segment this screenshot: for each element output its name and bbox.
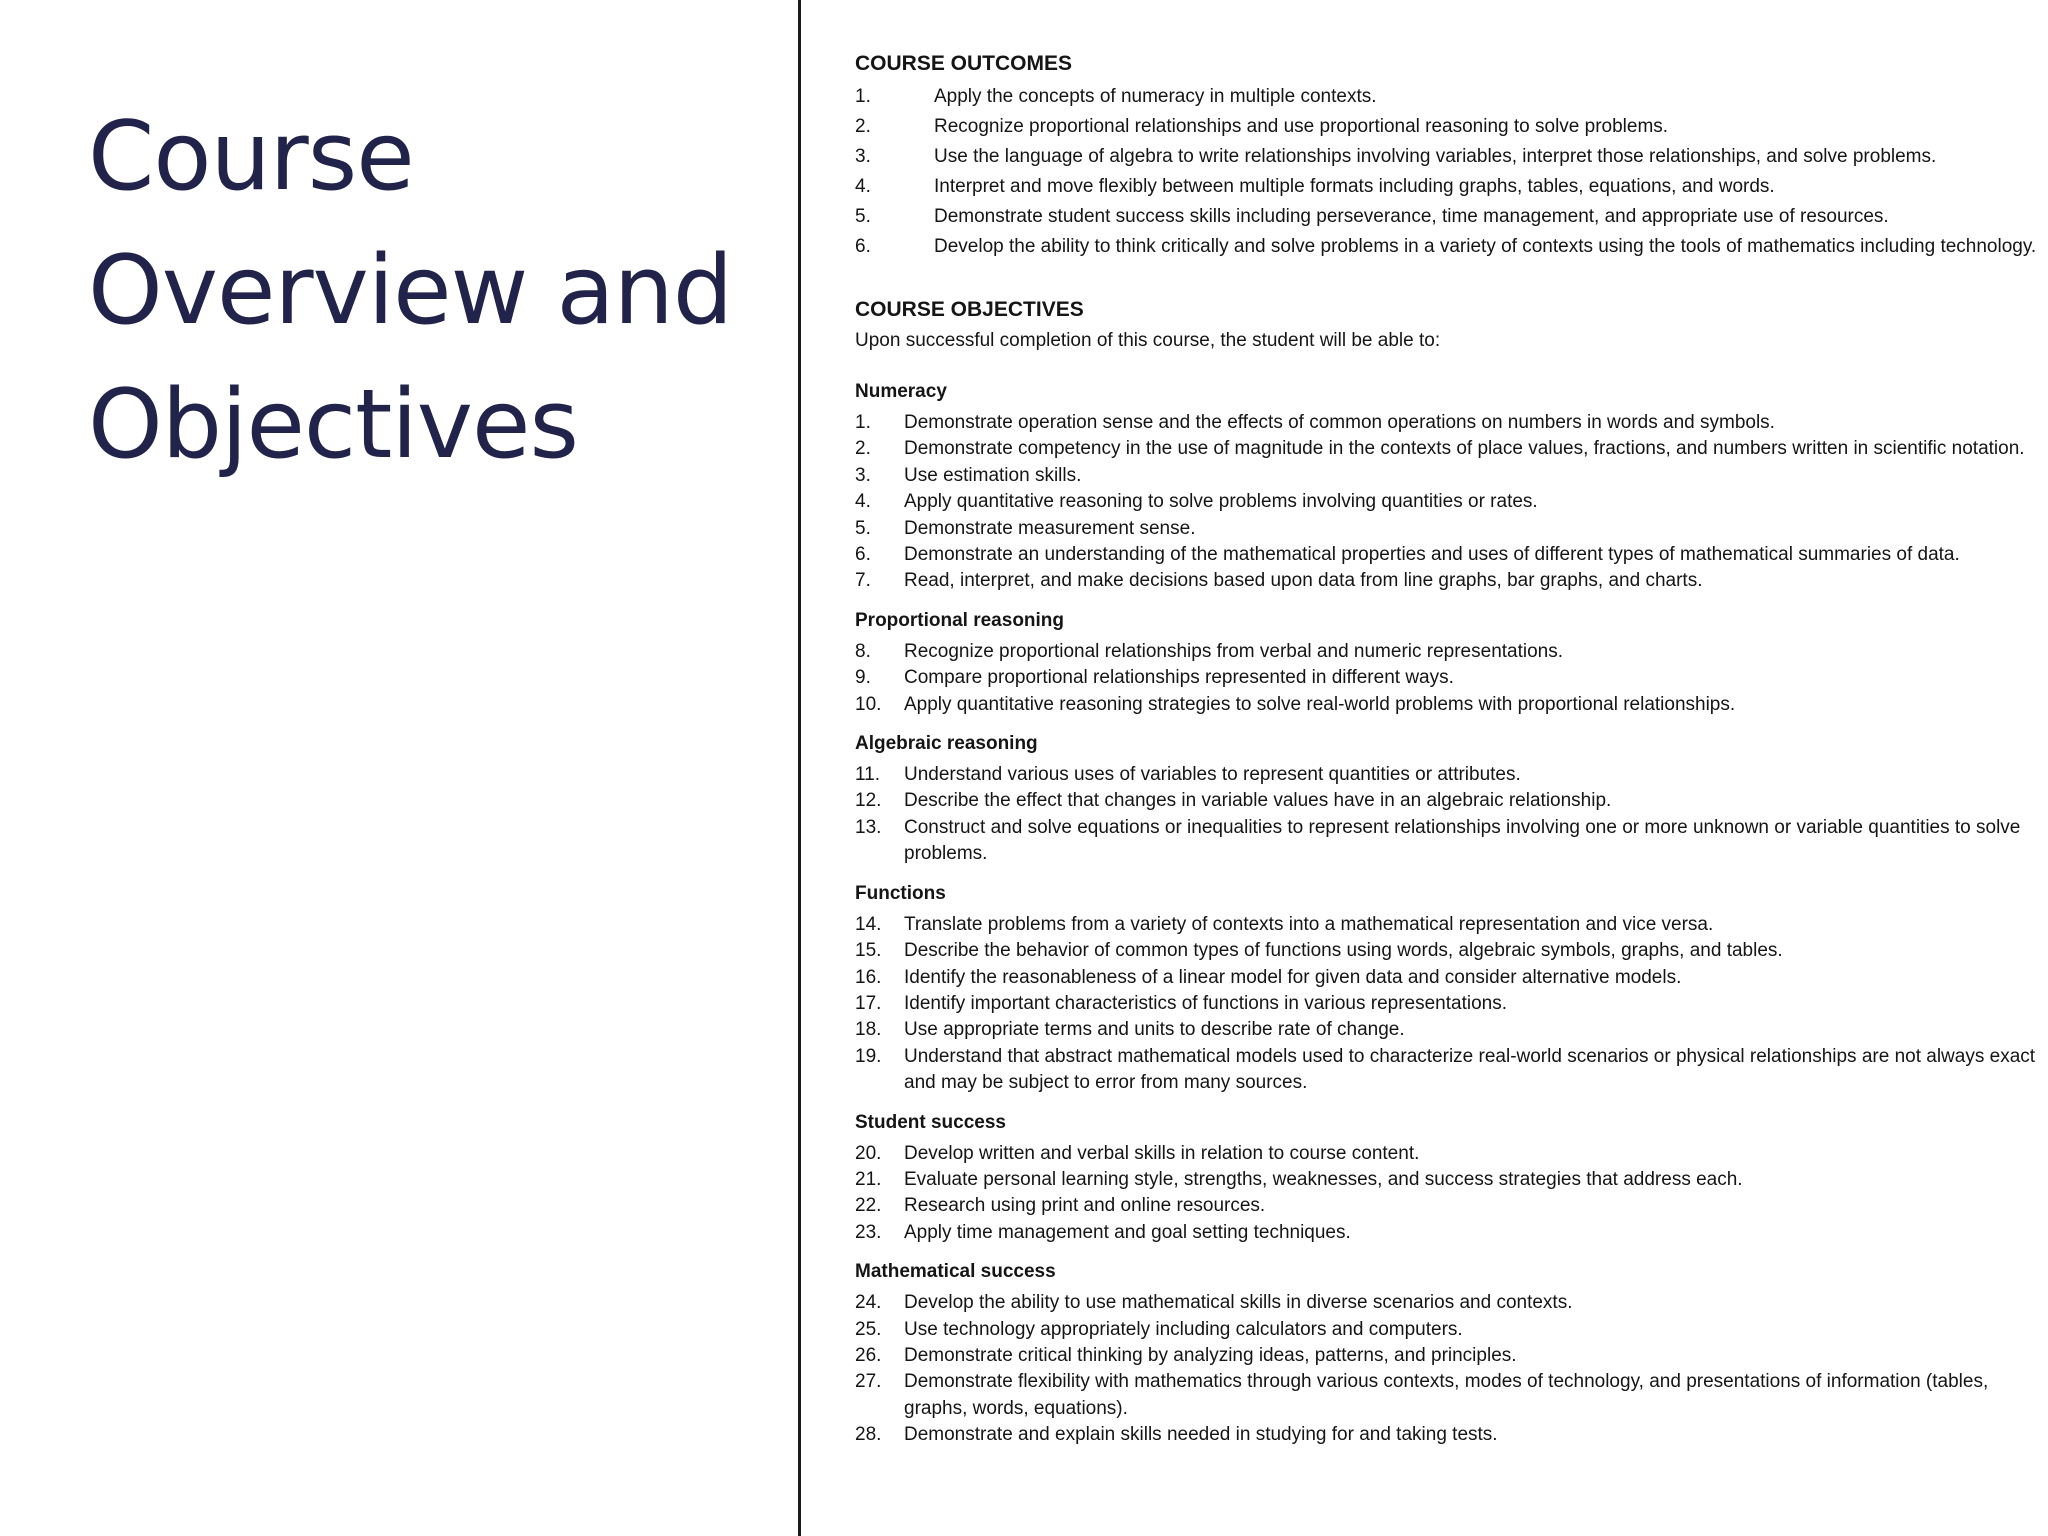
outcome-text: Apply the concepts of numeracy in multiple contexts. [934, 86, 1377, 107]
objective-list [855, 1141, 2040, 1247]
objective-text: Develop the ability to use mathematical skills in diverse scenarios and contexts. [904, 1292, 1573, 1314]
outcome-item [855, 172, 2040, 202]
outcome-text: Recognize proportional relationships and use proportional reasoning to solve problems. [934, 116, 1669, 137]
objective-item [855, 1017, 2040, 1043]
outcome-item [855, 142, 2040, 172]
outcome-text: Demonstrate student success skills including perseverance, time management, and appropriate use of resources. [934, 206, 1889, 227]
objective-number: 14. [855, 913, 882, 935]
objective-item [855, 692, 2040, 718]
objective-item [855, 1167, 2040, 1193]
outcome-number: 4. [855, 176, 871, 197]
objective-number: 22. [855, 1195, 882, 1217]
objective-text: Identify the reasonableness of a linear model for given data and consider alternative models. [904, 966, 1682, 988]
slide-title-line-1: Course [88, 102, 414, 212]
objective-number: 9. [855, 667, 871, 689]
slide-title [88, 90, 788, 492]
objective-text: Translate problems from a variety of contexts into a mathematical representation and vice versa. [904, 913, 1714, 935]
objective-number: 18. [855, 1019, 882, 1041]
outcome-number: 5. [855, 206, 871, 227]
objective-item [855, 938, 2040, 964]
objective-item [855, 1141, 2040, 1167]
objective-group-heading: Algebraic reasoning [855, 733, 1038, 755]
objective-text: Demonstrate measurement sense. [904, 517, 1196, 539]
outcome-item [855, 232, 2040, 262]
objective-text: Demonstrate critical thinking by analyzing ideas, patterns, and principles. [904, 1344, 1517, 1366]
objective-item [855, 1369, 2040, 1422]
slide-title-line-3: Objectives [88, 370, 578, 480]
objective-item [855, 991, 2040, 1017]
objective-item [855, 1317, 2040, 1343]
objective-number: 19. [855, 1045, 882, 1067]
objective-text: Describe the effect that changes in variable values have in an algebraic relationship. [904, 790, 1612, 812]
objective-list [855, 1290, 2040, 1448]
objective-number: 13. [855, 816, 882, 838]
objective-text: Apply quantitative reasoning to solve problems involving quantities or rates. [904, 491, 1538, 513]
objective-number: 3. [855, 464, 871, 486]
objective-number: 20. [855, 1142, 882, 1164]
objective-group-heading: Proportional reasoning [855, 609, 1065, 631]
outcome-number: 6. [855, 236, 871, 257]
objective-item [855, 410, 2040, 436]
outcome-number: 1. [855, 86, 871, 107]
slide-title-line-2: Overview and [88, 236, 733, 346]
objective-text: Understand various uses of variables to represent quantities or attributes. [904, 764, 1521, 786]
objective-text: Apply quantitative reasoning strategies to solve real-world problems with proportional relationships. [904, 693, 1736, 715]
objective-item [855, 1290, 2040, 1316]
objective-text: Demonstrate flexibility with mathematics through various contexts, modes of technology, and presentations of information (tables, graphs, words, equations). [904, 1371, 1989, 1419]
objective-list [855, 639, 2040, 718]
course-objectives-heading: COURSE OBJECTIVES [855, 298, 1084, 321]
objective-list [855, 410, 2040, 595]
objective-number: 11. [855, 764, 881, 786]
objective-text: Demonstrate and explain skills needed in studying for and taking tests. [904, 1424, 1498, 1446]
objective-text: Demonstrate operation sense and the effects of common operations on numbers in words and symbols. [904, 412, 1775, 433]
objective-groups [855, 378, 2040, 1449]
objective-item [855, 1422, 2040, 1448]
objective-item [855, 912, 2040, 938]
objective-text: Research using print and online resources. [904, 1195, 1266, 1217]
objective-item [855, 1220, 2040, 1246]
objective-number: 5. [855, 517, 871, 539]
objective-number: 1. [855, 412, 871, 433]
objective-text: Use technology appropriately including calculators and computers. [904, 1318, 1463, 1340]
course-objectives-intro: Upon successful completion of this course, the student will be able to: [855, 330, 1441, 351]
objective-number: 26. [855, 1344, 882, 1366]
objective-list [855, 762, 2040, 868]
outcome-number: 3. [855, 146, 871, 167]
objective-text: Construct and solve equations or inequalities to represent relationships involving one or more unknown or variable quantities to solve problems. [904, 816, 2021, 865]
course-outcomes-list [855, 82, 2040, 262]
objective-item [855, 665, 2040, 691]
objective-text: Evaluate personal learning style, strengths, weaknesses, and success strategies that address each. [904, 1168, 1743, 1190]
objective-item [855, 542, 2040, 568]
objective-text: Apply time management and goal setting techniques. [904, 1221, 1351, 1243]
outcome-item [855, 202, 2040, 232]
objective-item [855, 1193, 2040, 1219]
objective-item [855, 489, 2040, 515]
objective-number: 7. [855, 570, 871, 592]
outcome-text: Develop the ability to think critically and solve problems in a variety of contexts using the tools of mathematics including technology. [934, 236, 2037, 257]
objective-text: Describe the behavior of common types of functions using words, algebraic symbols, graphs, and tables. [904, 940, 1783, 962]
objective-text: Understand that abstract mathematical models used to characterize real-world scenarios or physical relationships are not always exact and may be subject to error from many sources. [904, 1045, 2036, 1094]
objective-item [855, 436, 2040, 462]
objective-number: 24. [855, 1292, 882, 1314]
objective-text: Read, interpret, and make decisions based upon data from line graphs, bar graphs, and charts. [904, 570, 1703, 592]
objective-text: Demonstrate competency in the use of magnitude in the contexts of place values, fractions, and numbers written in scientific notation. [904, 438, 2025, 460]
objective-item [855, 516, 2040, 542]
objective-group-heading: Functions [855, 882, 946, 904]
syllabus-excerpt [855, 50, 2040, 1449]
objective-group-heading: Mathematical success [855, 1261, 1056, 1283]
objective-number: 25. [855, 1318, 882, 1340]
objective-number: 4. [855, 491, 871, 513]
objective-number: 10. [855, 693, 882, 715]
outcome-number: 2. [855, 116, 871, 137]
objective-text: Identify important characteristics of functions in various representations. [904, 992, 1508, 1014]
outcome-item [855, 112, 2040, 142]
objective-item [855, 568, 2040, 594]
objective-number: 27. [855, 1371, 882, 1393]
objective-group-heading: Numeracy [855, 381, 947, 402]
objective-number: 17. [855, 992, 882, 1014]
objective-item [855, 639, 2040, 665]
objective-item [855, 965, 2040, 991]
outcome-text: Interpret and move flexibly between multiple formats including graphs, tables, equations, and words. [934, 176, 1775, 197]
objective-number: 28. [855, 1424, 882, 1446]
objective-number: 6. [855, 544, 871, 566]
objective-number: 8. [855, 640, 871, 662]
outcome-item [855, 82, 2040, 112]
objective-text: Use estimation skills. [904, 464, 1082, 486]
objective-number: 12. [855, 790, 882, 812]
objective-item [855, 788, 2040, 814]
objective-number: 16. [855, 966, 882, 988]
objective-text: Develop written and verbal skills in relation to course content. [904, 1142, 1420, 1164]
vertical-divider [798, 0, 801, 1536]
objective-item [855, 815, 2040, 868]
objective-number: 21. [855, 1168, 882, 1190]
objective-item [855, 463, 2040, 489]
course-outcomes-heading: COURSE OUTCOMES [855, 52, 1073, 75]
objective-text: Use appropriate terms and units to describe rate of change. [904, 1019, 1405, 1041]
objective-item [855, 1343, 2040, 1369]
objective-number: 2. [855, 438, 871, 460]
objective-number: 15. [855, 940, 882, 962]
objective-list [855, 912, 2040, 1097]
objective-item [855, 1044, 2040, 1097]
objective-item [855, 762, 2040, 788]
outcome-text: Use the language of algebra to write relationships involving variables, interpret those relationships, and solve problems. [934, 146, 1937, 167]
objective-text: Recognize proportional relationships from verbal and numeric representations. [904, 640, 1564, 662]
objective-text: Demonstrate an understanding of the mathematical properties and uses of different types of mathematical summaries of data. [904, 544, 1960, 566]
objective-number: 23. [855, 1221, 882, 1243]
objective-group-heading: Student success [855, 1111, 1006, 1133]
objective-text: Compare proportional relationships represented in different ways. [904, 667, 1454, 689]
